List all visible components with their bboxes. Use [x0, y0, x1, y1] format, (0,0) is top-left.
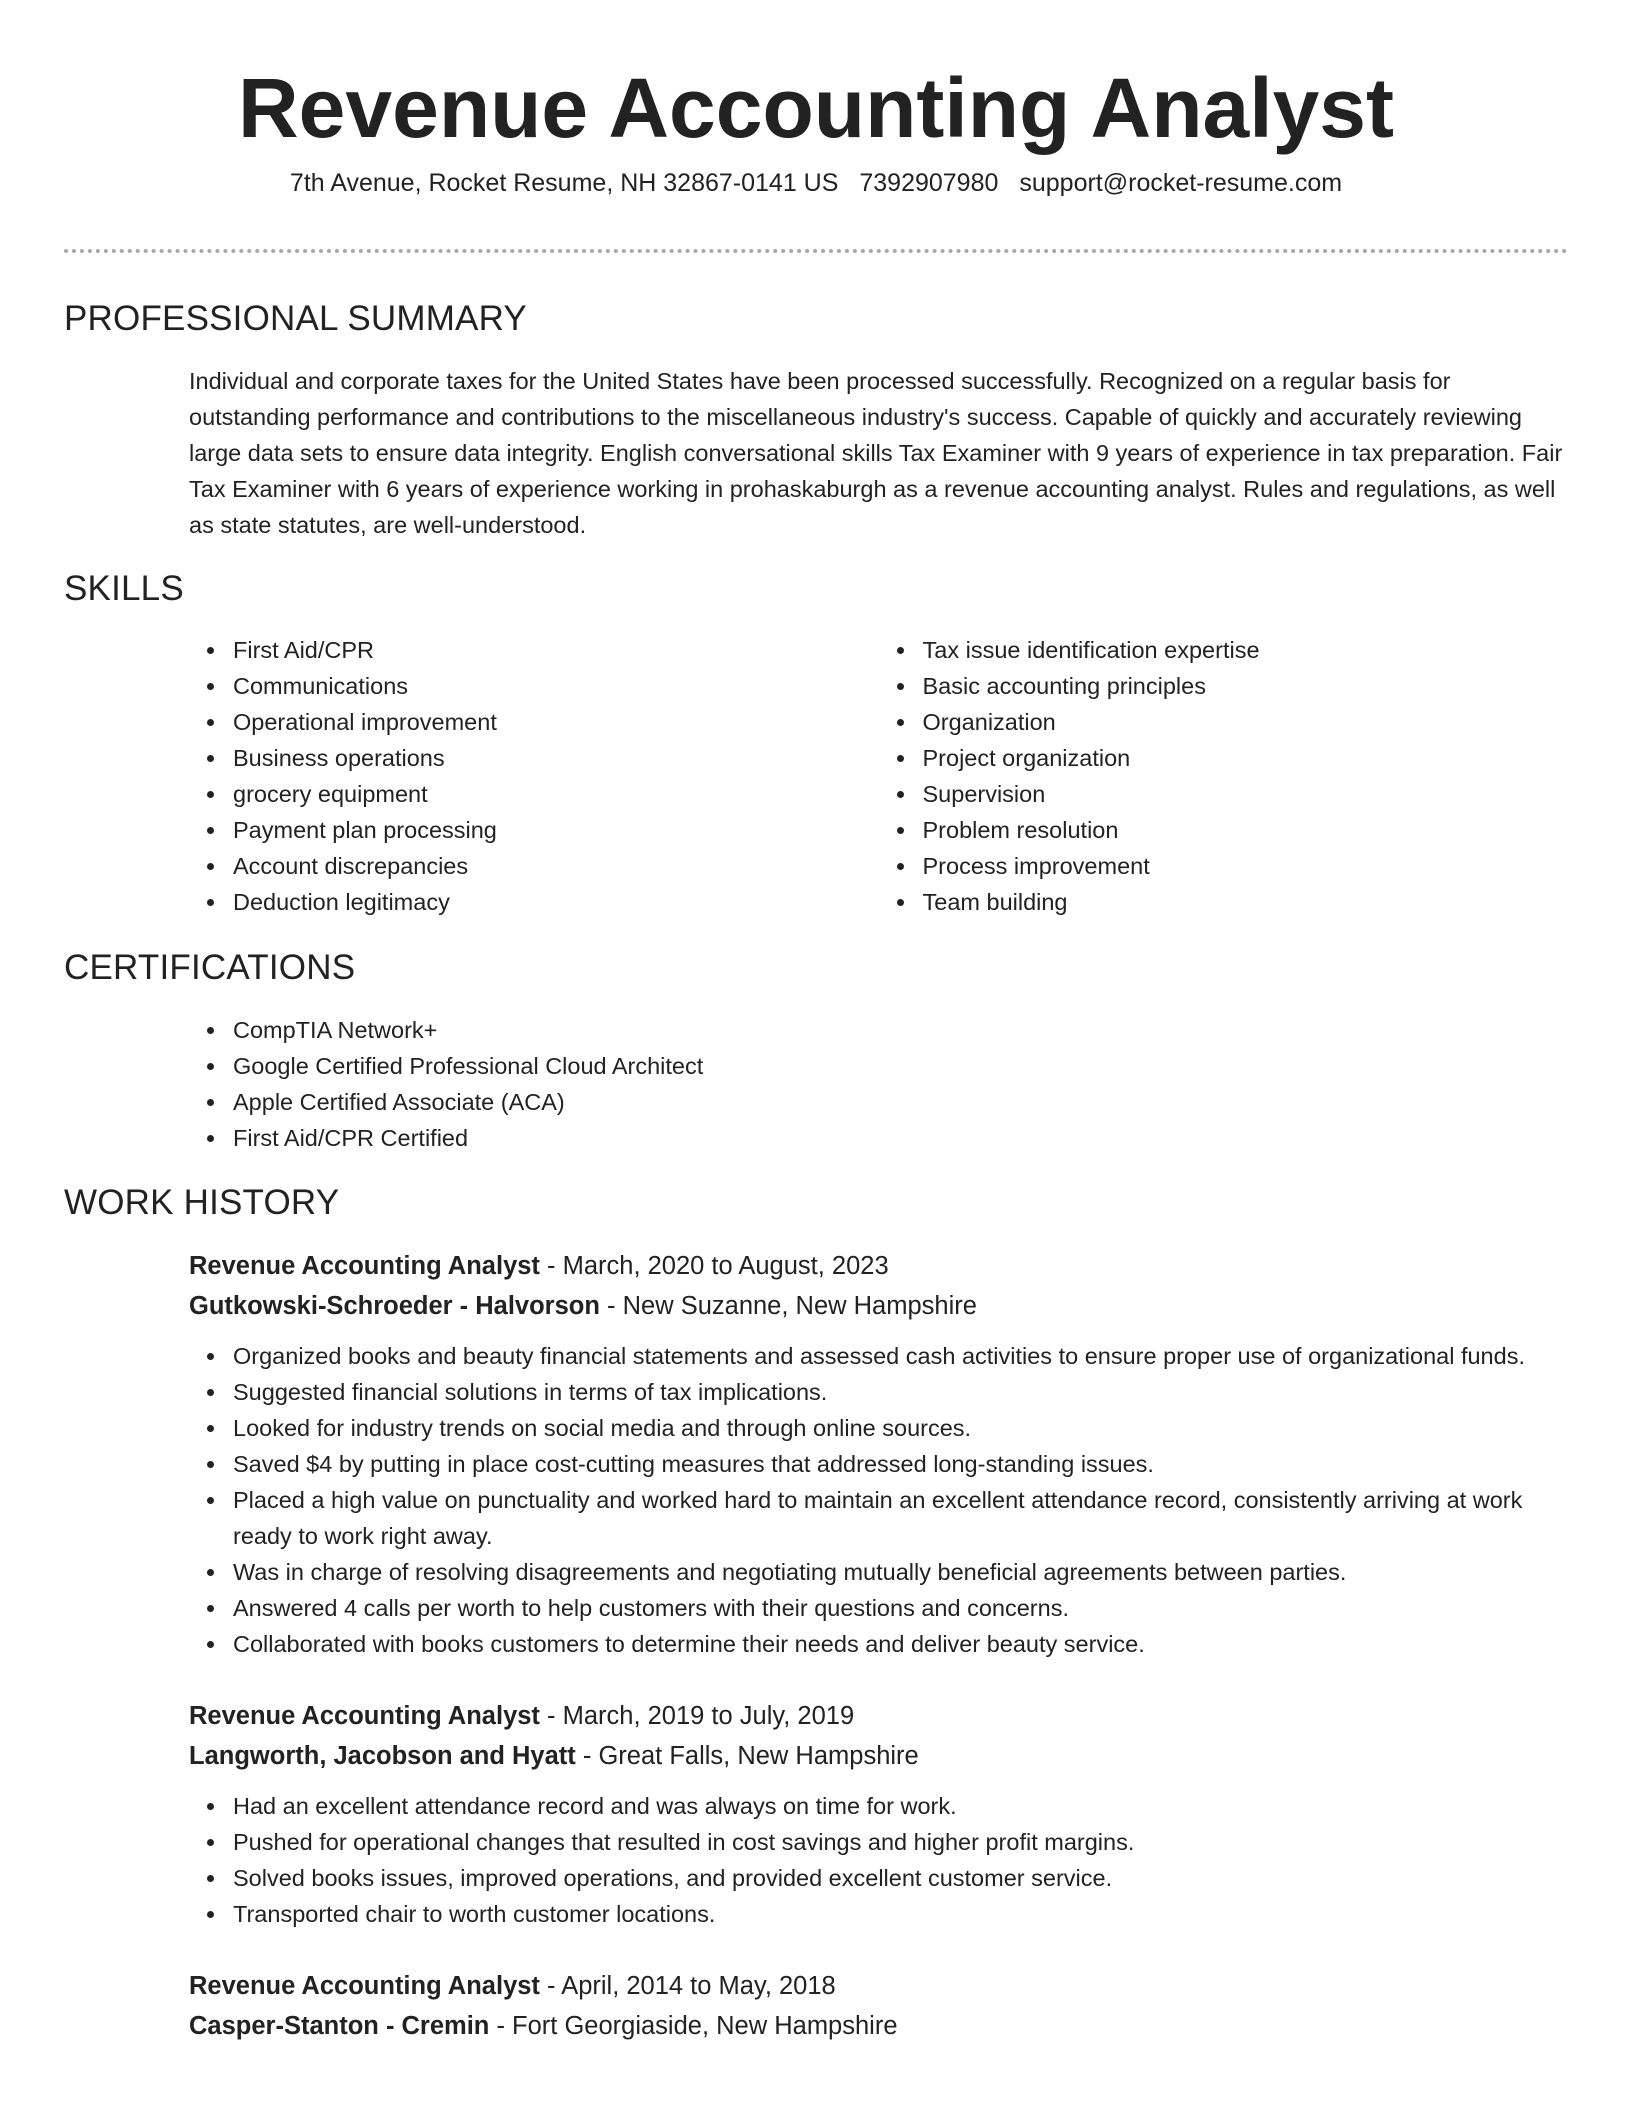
job-dates: - April, 2014 to May, 2018	[539, 1972, 836, 2000]
summary-block	[189, 363, 1568, 543]
job-bullet: Collaborated with books customers to determine their needs and deliver beauty service.	[233, 1626, 1568, 1662]
job-bullets	[189, 1788, 1568, 1932]
skill-item: First Aid/CPR	[233, 632, 879, 668]
job-title-line	[189, 1696, 1568, 1736]
skill-item: Communications	[233, 668, 879, 704]
skill-item: Operational improvement	[233, 704, 879, 740]
certifications-list	[189, 1012, 1568, 1156]
job-location: - New Suzanne, New Hampshire	[599, 1292, 977, 1320]
job-role: Revenue Accounting Analyst	[189, 1972, 540, 2000]
work-history-heading: WORK HISTORY	[64, 1183, 340, 1222]
skills-list-left	[189, 632, 879, 920]
certification-item: Apple Certified Associate (ACA)	[233, 1084, 1568, 1120]
skill-item: Project organization	[923, 740, 1569, 776]
job-bullet: Solved books issues, improved operations, and provided excellent customer service.	[233, 1860, 1568, 1896]
skill-item: Tax issue identification expertise	[923, 632, 1569, 668]
job-bullet: Pushed for operational changes that resulted in cost savings and higher profit margins.	[233, 1824, 1568, 1860]
skill-item: Team building	[923, 884, 1569, 920]
skill-item: Payment plan processing	[233, 812, 879, 848]
certification-item: First Aid/CPR Certified	[233, 1120, 1568, 1156]
certifications-heading: CERTIFICATIONS	[64, 948, 356, 987]
certifications-block	[189, 1012, 1568, 1156]
skill-item: Process improvement	[923, 848, 1569, 884]
job-company-line	[189, 1736, 1568, 1776]
job-bullet: Had an excellent attendance record and was always on time for work.	[233, 1788, 1568, 1824]
skill-item: Business operations	[233, 740, 879, 776]
job-role: Revenue Accounting Analyst	[189, 1702, 540, 1730]
job-bullet: Suggested financial solutions in terms of tax implications.	[233, 1374, 1568, 1410]
skill-item: Problem resolution	[923, 812, 1569, 848]
job-title-line	[189, 1966, 1568, 2006]
job-dates: - March, 2019 to July, 2019	[539, 1702, 855, 1730]
contact-phone: 7392907980	[859, 169, 999, 197]
skill-item: Organization	[923, 704, 1569, 740]
job-location: - Great Falls, New Hampshire	[575, 1742, 919, 1770]
job-dates: - March, 2020 to August, 2023	[539, 1252, 889, 1280]
skill-item: Account discrepancies	[233, 848, 879, 884]
job-bullet: Looked for industry trends on social media and through online sources.	[233, 1410, 1568, 1446]
job-company: Casper-Stanton - Cremin	[189, 2012, 490, 2040]
skill-item: grocery equipment	[233, 776, 879, 812]
header-divider	[64, 249, 1568, 253]
skills-list-right	[879, 632, 1569, 920]
skill-item: Deduction legitimacy	[233, 884, 879, 920]
job-role: Revenue Accounting Analyst	[189, 1252, 540, 1280]
work-history-block	[189, 1246, 1568, 2046]
job-bullet: Saved $4 by putting in place cost-cutting measures that addressed long-standing issues.	[233, 1446, 1568, 1482]
summary-text: Individual and corporate taxes for the United States have been processed successfully. Recognized on a regular basis for outstanding performance and contributions to the miscellaneous industry's success. Capable of quickly and accurately reviewing large data sets to ensure data integrity. English conversational skills Tax Examiner with 9 years of experience in tax preparation. Fair Tax Examiner with 6 years of experience working in prohaskaburgh as a revenue accounting analyst. Rules and regulations, as well as state statutes, are well-understood.	[189, 368, 1563, 538]
contact-line	[0, 168, 1632, 198]
job-bullet: Placed a high value on punctuality and worked hard to maintain an excellent attendance record, consistently arriving at work ready to work right away.	[233, 1482, 1568, 1554]
job-bullet: Organized books and beauty financial statements and assessed cash activities to ensure proper use of organizational funds.	[233, 1338, 1568, 1374]
skill-item: Basic accounting principles	[923, 668, 1569, 704]
job-company: Langworth, Jacobson and Hyatt	[189, 1742, 576, 1770]
skill-item: Supervision	[923, 776, 1569, 812]
skills-heading: SKILLS	[64, 569, 184, 608]
certification-item: CompTIA Network+	[233, 1012, 1568, 1048]
job-entry	[189, 1696, 1568, 1932]
contact-address: 7th Avenue, Rocket Resume, NH 32867-0141 US	[289, 169, 839, 197]
resume-name: Revenue Accounting Analyst	[238, 61, 1394, 155]
certification-item: Google Certified Professional Cloud Architect	[233, 1048, 1568, 1084]
job-title-line	[189, 1246, 1568, 1286]
summary-heading: PROFESSIONAL SUMMARY	[64, 299, 527, 338]
job-bullets	[189, 1338, 1568, 1662]
job-entry	[189, 1246, 1568, 1662]
job-company: Gutkowski-Schroeder - Halvorson	[189, 1292, 600, 1320]
job-bullet: Was in charge of resolving disagreements and negotiating mutually beneficial agreements between parties.	[233, 1554, 1568, 1590]
job-bullet: Answered 4 calls per worth to help customers with their questions and concerns.	[233, 1590, 1568, 1626]
contact-email: support@rocket-resume.com	[1019, 169, 1343, 197]
job-location: - Fort Georgiaside, New Hampshire	[489, 2012, 898, 2040]
job-entry	[189, 1966, 1568, 2046]
job-bullet: Transported chair to worth customer locations.	[233, 1896, 1568, 1932]
skills-block	[189, 632, 1568, 920]
job-company-line	[189, 2006, 1568, 2046]
job-company-line	[189, 1286, 1568, 1326]
